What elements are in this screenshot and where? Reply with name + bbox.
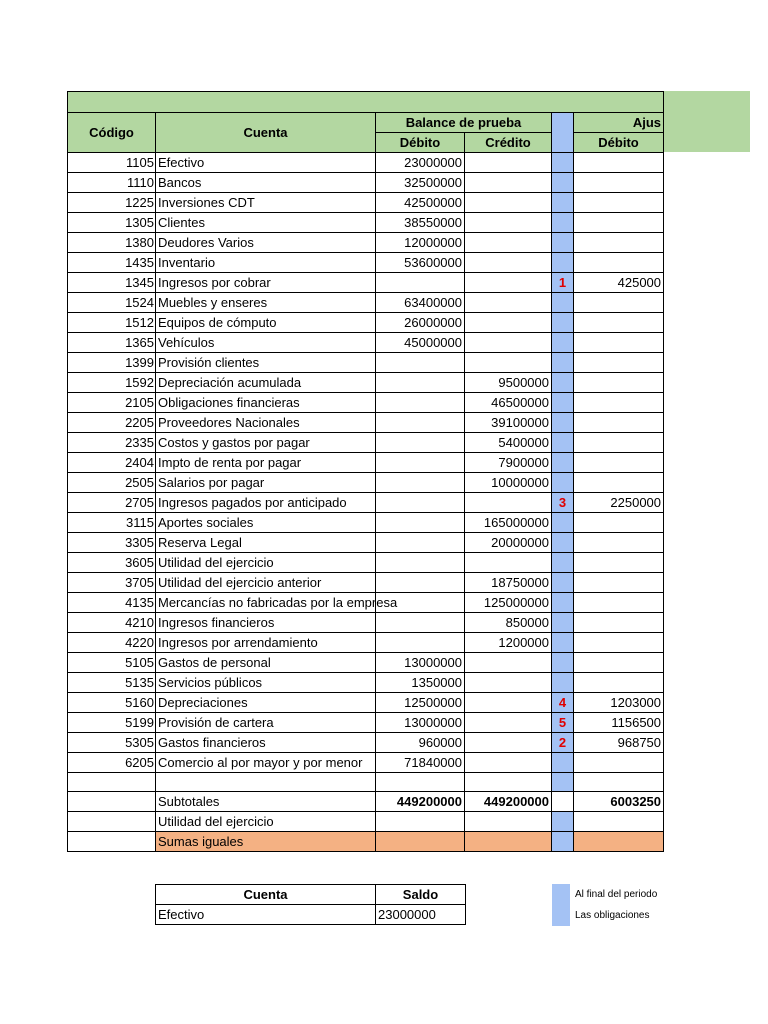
account-code-cell[interactable]: 4135 [68, 593, 156, 613]
sumas-mark-cell [552, 832, 574, 852]
table-row [68, 593, 664, 613]
credit-cell[interactable] [465, 653, 552, 673]
adjustment-debit-cell[interactable]: 425000 [574, 273, 664, 293]
table-row [68, 473, 664, 493]
adjustment-debit-cell[interactable] [574, 633, 664, 653]
adjustment-mark-cell[interactable] [552, 333, 574, 353]
debit-cell[interactable]: 1350000 [376, 673, 465, 693]
adjustment-debit-cell[interactable] [574, 393, 664, 413]
account-code-cell[interactable]: 1345 [68, 273, 156, 293]
sumas-code-cell[interactable] [68, 832, 156, 852]
adjustment-debit-cell[interactable] [574, 193, 664, 213]
account-code-cell[interactable]: 2335 [68, 433, 156, 453]
adjustment-mark-cell[interactable]: 5 [552, 713, 574, 733]
debit-cell[interactable] [376, 453, 465, 473]
debit-cell[interactable]: 63400000 [376, 293, 465, 313]
table-row [68, 633, 664, 653]
notes-blue-bar [552, 884, 570, 926]
credit-cell[interactable] [465, 253, 552, 273]
debit-cell[interactable] [376, 353, 465, 373]
adjustment-debit-cell[interactable] [574, 473, 664, 493]
adjustment-debit-cell[interactable] [574, 173, 664, 193]
account-code-cell[interactable]: 5305 [68, 733, 156, 753]
account-code-cell[interactable]: 2404 [68, 453, 156, 473]
adjustment-mark-cell[interactable] [552, 293, 574, 313]
adjustment-debit-cell[interactable] [574, 433, 664, 453]
account-name-cell[interactable]: Provisión de cartera [156, 713, 376, 733]
adjustment-debit-cell[interactable] [574, 373, 664, 393]
account-name-cell[interactable]: Gastos financieros [156, 733, 376, 753]
adjustment-debit-cell[interactable] [574, 453, 664, 473]
subtotal-debit[interactable]: 449200000 [376, 792, 465, 812]
adjustment-mark-cell[interactable]: 1 [552, 273, 574, 293]
subtotal-mark-cell [552, 792, 574, 812]
table-row [68, 273, 664, 293]
account-name-cell[interactable]: Inventario [156, 253, 376, 273]
debit-cell[interactable] [376, 553, 465, 573]
account-name-cell[interactable]: Vehículos [156, 333, 376, 353]
debit-cell[interactable] [376, 633, 465, 653]
debit-cell[interactable] [376, 493, 465, 513]
subtotals-label: Subtotales [156, 792, 376, 812]
table-row [68, 653, 664, 673]
debit-cell[interactable]: 42500000 [376, 193, 465, 213]
account-balance-table [155, 884, 466, 925]
subtotals-code-cell[interactable] [68, 792, 156, 812]
utilidad-debit-cell[interactable] [376, 812, 465, 832]
credit-cell[interactable]: 9500000 [465, 373, 552, 393]
account-code-cell[interactable]: 3605 [68, 553, 156, 573]
adjustment-mark-cell[interactable] [552, 593, 574, 613]
account-name-cell[interactable]: Ingresos pagados por anticipado [156, 493, 376, 513]
account-code-cell[interactable]: 5160 [68, 693, 156, 713]
account-name-cell[interactable]: Reserva Legal [156, 533, 376, 553]
subtotal-adjustments[interactable]: 6003250 [574, 792, 664, 812]
account-name-cell[interactable]: Ingresos por arrendamiento [156, 633, 376, 653]
account-name-cell[interactable]: Depreciaciones [156, 693, 376, 713]
credit-cell[interactable]: 165000000 [465, 513, 552, 533]
credit-cell[interactable] [465, 333, 552, 353]
table-row [68, 393, 664, 413]
table-row [68, 433, 664, 453]
debit-cell[interactable]: 45000000 [376, 333, 465, 353]
account-code-cell[interactable]: 1105 [68, 153, 156, 173]
trial-balance-table [67, 91, 664, 852]
mini-cell-cuenta[interactable]: Efectivo [156, 905, 376, 925]
adjustment-debit-cell[interactable] [574, 253, 664, 273]
account-name-cell[interactable]: Mercancías no fabricadas por la empresa [156, 593, 376, 613]
account-code-cell[interactable]: 1380 [68, 233, 156, 253]
adjustment-mark-cell[interactable] [552, 513, 574, 533]
table-row [68, 173, 664, 193]
account-name-cell[interactable]: Aportes sociales [156, 513, 376, 533]
table-row [68, 193, 664, 213]
account-name-cell[interactable]: Deudores Varios [156, 233, 376, 253]
account-name-cell[interactable]: Efectivo [156, 153, 376, 173]
adjustment-mark-cell[interactable] [552, 313, 574, 333]
debit-cell[interactable]: 38550000 [376, 213, 465, 233]
account-code-cell[interactable]: 1365 [68, 333, 156, 353]
credit-cell[interactable] [465, 193, 552, 213]
table-row [68, 333, 664, 353]
sumas-debit-cell[interactable] [376, 832, 465, 852]
adjustment-debit-cell[interactable] [574, 533, 664, 553]
adjustment-mark-cell[interactable] [552, 533, 574, 553]
account-name-cell[interactable]: Costos y gastos por pagar [156, 433, 376, 453]
debit-cell[interactable] [376, 513, 465, 533]
account-name-cell[interactable]: Utilidad del ejercicio anterior [156, 573, 376, 593]
credit-cell[interactable] [465, 353, 552, 373]
account-name-cell[interactable]: Comercio al por mayor y por menor [156, 753, 376, 773]
adjustment-mark-cell[interactable] [552, 653, 574, 673]
account-name-cell[interactable]: Inversiones CDT [156, 193, 376, 213]
account-name-cell[interactable]: Equipos de cómputo [156, 313, 376, 333]
credit-cell[interactable] [465, 153, 552, 173]
mini-cell-saldo[interactable]: 23000000 [376, 905, 466, 925]
adjustment-debit-cell[interactable] [574, 513, 664, 533]
account-name-cell[interactable]: Servicios públicos [156, 673, 376, 693]
table-row [68, 693, 664, 713]
credit-cell[interactable]: 20000000 [465, 533, 552, 553]
credit-cell[interactable]: 1200000 [465, 633, 552, 653]
sumas-credit-cell[interactable] [465, 832, 552, 852]
credit-cell[interactable]: 18750000 [465, 573, 552, 593]
sheet-title-band [663, 91, 750, 152]
utilidad-row [68, 812, 664, 832]
adjustment-mark-cell[interactable] [552, 633, 574, 653]
adjustment-debit-cell[interactable]: 1156500 [574, 713, 664, 733]
adjustment-mark-cell[interactable]: 3 [552, 493, 574, 513]
credit-cell[interactable]: 10000000 [465, 473, 552, 493]
table-row [68, 553, 664, 573]
account-code-cell[interactable]: 2105 [68, 393, 156, 413]
header-ajustes: Ajus [574, 113, 664, 133]
debit-cell[interactable]: 960000 [376, 733, 465, 753]
adjustment-debit-cell[interactable] [574, 673, 664, 693]
account-code-cell[interactable]: 1225 [68, 193, 156, 213]
account-code-cell[interactable]: 4210 [68, 613, 156, 633]
account-name-cell[interactable]: Proveedores Nacionales [156, 413, 376, 433]
sumas-iguales-row [68, 832, 664, 852]
credit-cell[interactable] [465, 693, 552, 713]
utilidad-mark-cell [552, 812, 574, 832]
account-code-cell[interactable]: 2205 [68, 413, 156, 433]
credit-cell[interactable]: 125000000 [465, 593, 552, 613]
adjustment-debit-cell[interactable]: 968750 [574, 733, 664, 753]
debit-cell[interactable]: 23000000 [376, 153, 465, 173]
debit-cell[interactable] [376, 433, 465, 453]
utilidad-label: Utilidad del ejercicio [156, 812, 376, 832]
account-code-cell[interactable]: 5199 [68, 713, 156, 733]
adjustment-debit-cell[interactable] [574, 353, 664, 373]
account-code-cell[interactable]: 1524 [68, 293, 156, 313]
adjustment-mark-cell[interactable] [552, 213, 574, 233]
adjustment-debit-cell[interactable] [574, 553, 664, 573]
account-code-cell[interactable]: 4220 [68, 633, 156, 653]
adjustment-debit-cell[interactable] [574, 653, 664, 673]
table-row [68, 713, 664, 733]
adjustment-mark-cell[interactable] [552, 553, 574, 573]
name-empty-cell[interactable] [156, 773, 376, 792]
adjustment-debit-cell[interactable] [574, 153, 664, 173]
debit-cell[interactable] [376, 273, 465, 293]
account-code-cell[interactable]: 5105 [68, 653, 156, 673]
account-code-cell[interactable]: 1110 [68, 173, 156, 193]
account-name-cell[interactable]: Depreciación acumulada [156, 373, 376, 393]
subtotal-credit[interactable]: 449200000 [465, 792, 552, 812]
mini-header-cuenta: Cuenta [156, 885, 376, 905]
debit-cell[interactable] [376, 573, 465, 593]
mini-header-saldo: Saldo [376, 885, 466, 905]
utilidad-code-cell[interactable] [68, 812, 156, 832]
adjustment-debit-cell[interactable]: 1203000 [574, 693, 664, 713]
adjustment-mark-cell[interactable]: 2 [552, 733, 574, 753]
debit-cell[interactable]: 13000000 [376, 713, 465, 733]
debit-cell[interactable]: 53600000 [376, 253, 465, 273]
adjustment-mark-cell[interactable] [552, 673, 574, 693]
table-row [68, 733, 664, 753]
adjustment-mark-cell[interactable] [552, 573, 574, 593]
subtotals-row [68, 792, 664, 812]
adj-empty-cell[interactable] [574, 773, 664, 792]
debit-cell[interactable]: 32500000 [376, 173, 465, 193]
adjustment-mark-cell[interactable]: 4 [552, 693, 574, 713]
table-row [68, 673, 664, 693]
header-ajustes-debito: Débito [574, 133, 664, 153]
debit-cell[interactable] [376, 413, 465, 433]
adjustment-debit-cell[interactable] [574, 333, 664, 353]
table-row-empty [68, 773, 664, 792]
credit-cell[interactable]: 850000 [465, 613, 552, 633]
table-row [68, 353, 664, 373]
debit-cell[interactable]: 71840000 [376, 753, 465, 773]
adjustment-debit-cell[interactable] [574, 613, 664, 633]
adjustment-mark-cell[interactable] [552, 753, 574, 773]
code-empty-cell[interactable] [68, 773, 156, 792]
credit-cell[interactable]: 46500000 [465, 393, 552, 413]
adjustment-debit-cell[interactable]: 2250000 [574, 493, 664, 513]
sumas-iguales-label: Sumas iguales [156, 832, 376, 852]
adjustment-mark-cell[interactable] [552, 353, 574, 373]
adjustment-mark-cell[interactable] [552, 233, 574, 253]
header-debito: Débito [376, 133, 465, 153]
adjustment-mark-cell[interactable] [552, 193, 574, 213]
table-row [68, 613, 664, 633]
table-row [68, 373, 664, 393]
credit-cell[interactable]: 39100000 [465, 413, 552, 433]
adjustment-debit-cell[interactable] [574, 753, 664, 773]
table-row [68, 753, 664, 773]
adjustment-mark-cell[interactable] [552, 393, 574, 413]
account-name-cell[interactable]: Muebles y enseres [156, 293, 376, 313]
table-row [68, 313, 664, 333]
table-row [68, 573, 664, 593]
debit-empty-cell[interactable] [376, 773, 465, 792]
adjustment-mark-cell[interactable] [552, 473, 574, 493]
account-code-cell[interactable]: 3305 [68, 533, 156, 553]
account-code-cell[interactable]: 3705 [68, 573, 156, 593]
account-code-cell[interactable]: 1512 [68, 313, 156, 333]
adjustment-mark-cell[interactable] [552, 173, 574, 193]
sumas-adj-cell[interactable] [574, 832, 664, 852]
table-row [68, 513, 664, 533]
note-line-2: Las obligaciones [575, 910, 650, 921]
account-code-cell[interactable]: 2705 [68, 493, 156, 513]
adjustment-mark-cell[interactable] [552, 453, 574, 473]
credit-cell[interactable] [465, 213, 552, 233]
adjustment-mark-cell[interactable] [552, 413, 574, 433]
credit-cell[interactable] [465, 313, 552, 333]
account-code-cell[interactable]: 1592 [68, 373, 156, 393]
account-code-cell[interactable]: 5135 [68, 673, 156, 693]
header-codigo: Código [68, 113, 156, 153]
account-name-cell[interactable]: Gastos de personal [156, 653, 376, 673]
credit-cell[interactable]: 7900000 [465, 453, 552, 473]
adjustment-mark-cell[interactable] [552, 373, 574, 393]
account-code-cell[interactable]: 2505 [68, 473, 156, 493]
credit-cell[interactable] [465, 293, 552, 313]
credit-cell[interactable] [465, 713, 552, 733]
note-line-1: Al final del periodo [575, 889, 658, 900]
utilidad-credit-cell[interactable] [465, 812, 552, 832]
credit-cell[interactable] [465, 753, 552, 773]
credit-cell[interactable] [465, 733, 552, 753]
debit-cell[interactable] [376, 533, 465, 553]
account-name-cell[interactable]: Bancos [156, 173, 376, 193]
account-name-cell[interactable]: Salarios por pagar [156, 473, 376, 493]
account-name-cell[interactable]: Ingresos financieros [156, 613, 376, 633]
account-name-cell[interactable]: Utilidad del ejercicio [156, 553, 376, 573]
credit-cell[interactable]: 5400000 [465, 433, 552, 453]
adjustment-debit-cell[interactable] [574, 213, 664, 233]
account-name-cell[interactable]: Impto de renta por pagar [156, 453, 376, 473]
adjustment-debit-cell[interactable] [574, 593, 664, 613]
account-name-cell[interactable]: Obligaciones financieras [156, 393, 376, 413]
adjustment-debit-cell[interactable] [574, 573, 664, 593]
adjustment-debit-cell[interactable] [574, 413, 664, 433]
adjustment-mark-cell[interactable] [552, 153, 574, 173]
account-code-cell[interactable]: 6205 [68, 753, 156, 773]
debit-cell[interactable]: 12000000 [376, 233, 465, 253]
adjustment-mark-cell[interactable] [552, 433, 574, 453]
table-row [68, 233, 664, 253]
debit-cell[interactable] [376, 373, 465, 393]
credit-cell[interactable] [465, 173, 552, 193]
account-name-cell[interactable]: Ingresos por cobrar [156, 273, 376, 293]
debit-cell[interactable]: 12500000 [376, 693, 465, 713]
header-cuenta: Cuenta [156, 113, 376, 153]
title-row [68, 92, 664, 113]
adjustment-debit-cell[interactable] [574, 313, 664, 333]
table-row [68, 153, 664, 173]
table-row [68, 493, 664, 513]
account-code-cell[interactable]: 1305 [68, 213, 156, 233]
credit-empty-cell[interactable] [465, 773, 552, 792]
debit-cell[interactable] [376, 613, 465, 633]
account-code-cell[interactable]: 3115 [68, 513, 156, 533]
table-row [68, 253, 664, 273]
adjustment-mark-cell[interactable] [552, 613, 574, 633]
debit-cell[interactable] [376, 473, 465, 493]
table-row [68, 213, 664, 233]
table-row [68, 453, 664, 473]
header-credito: Crédito [465, 133, 552, 153]
credit-cell[interactable] [465, 553, 552, 573]
account-name-cell[interactable]: Clientes [156, 213, 376, 233]
header-blue-spacer [552, 113, 574, 153]
table-row [68, 293, 664, 313]
utilidad-adj-cell[interactable] [574, 812, 664, 832]
header-balance-prueba: Balance de prueba [376, 113, 552, 133]
credit-cell[interactable] [465, 493, 552, 513]
adjustment-debit-cell[interactable] [574, 293, 664, 313]
credit-cell[interactable] [465, 233, 552, 253]
debit-cell[interactable]: 13000000 [376, 653, 465, 673]
credit-cell[interactable] [465, 273, 552, 293]
notes-panel [552, 884, 663, 926]
account-name-cell[interactable]: Provisión clientes [156, 353, 376, 373]
adjustment-debit-cell[interactable] [574, 233, 664, 253]
mark-empty-cell [552, 773, 574, 792]
account-code-cell[interactable]: 1399 [68, 353, 156, 373]
credit-cell[interactable] [465, 673, 552, 693]
adjustment-mark-cell[interactable] [552, 253, 574, 273]
debit-cell[interactable] [376, 393, 465, 413]
debit-cell[interactable]: 26000000 [376, 313, 465, 333]
table-row [68, 533, 664, 553]
account-code-cell[interactable]: 1435 [68, 253, 156, 273]
table-row [68, 413, 664, 433]
